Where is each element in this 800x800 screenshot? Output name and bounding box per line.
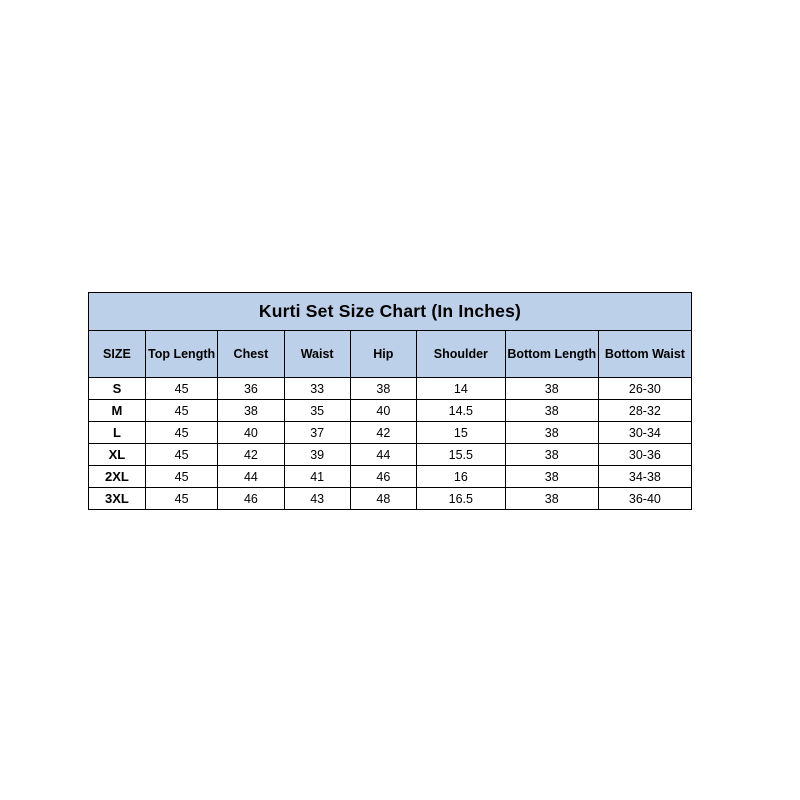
cell-hip: 48 — [350, 488, 416, 510]
cell-top-length: 45 — [145, 378, 217, 400]
cell-chest: 44 — [218, 466, 284, 488]
column-header-hip: Hip — [350, 331, 416, 378]
kurti-size-chart-table — [88, 292, 692, 510]
cell-size: 2XL — [89, 466, 146, 488]
cell-bottom-waist: 34-38 — [598, 466, 691, 488]
cell-size: M — [89, 400, 146, 422]
size-chart-container — [88, 292, 692, 510]
cell-bottom-length: 38 — [505, 444, 598, 466]
cell-size: 3XL — [89, 488, 146, 510]
cell-shoulder: 16 — [416, 466, 505, 488]
cell-top-length: 45 — [145, 488, 217, 510]
cell-top-length: 45 — [145, 444, 217, 466]
cell-bottom-waist: 30-34 — [598, 422, 691, 444]
cell-bottom-length: 38 — [505, 400, 598, 422]
cell-waist: 33 — [284, 378, 350, 400]
cell-hip: 38 — [350, 378, 416, 400]
cell-bottom-waist: 26-30 — [598, 378, 691, 400]
column-header-top-length: Top Length — [145, 331, 217, 378]
cell-hip: 46 — [350, 466, 416, 488]
cell-hip: 44 — [350, 444, 416, 466]
cell-waist: 41 — [284, 466, 350, 488]
cell-waist: 37 — [284, 422, 350, 444]
cell-bottom-length: 38 — [505, 422, 598, 444]
cell-shoulder: 14 — [416, 378, 505, 400]
cell-bottom-length: 38 — [505, 378, 598, 400]
table-row — [89, 400, 692, 422]
cell-chest: 40 — [218, 422, 284, 444]
cell-size: S — [89, 378, 146, 400]
cell-shoulder: 14.5 — [416, 400, 505, 422]
cell-bottom-length: 38 — [505, 488, 598, 510]
table-row — [89, 378, 692, 400]
cell-hip: 42 — [350, 422, 416, 444]
column-header-chest: Chest — [218, 331, 284, 378]
cell-waist: 39 — [284, 444, 350, 466]
cell-shoulder: 16.5 — [416, 488, 505, 510]
cell-top-length: 45 — [145, 466, 217, 488]
chart-title-row — [89, 293, 692, 331]
cell-bottom-waist: 30-36 — [598, 444, 691, 466]
cell-chest: 42 — [218, 444, 284, 466]
cell-size: XL — [89, 444, 146, 466]
cell-top-length: 45 — [145, 422, 217, 444]
cell-hip: 40 — [350, 400, 416, 422]
cell-size: L — [89, 422, 146, 444]
table-row — [89, 422, 692, 444]
chart-title: Kurti Set Size Chart (In Inches) — [89, 293, 692, 331]
cell-top-length: 45 — [145, 400, 217, 422]
table-row — [89, 466, 692, 488]
column-header-waist: Waist — [284, 331, 350, 378]
cell-shoulder: 15.5 — [416, 444, 505, 466]
cell-chest: 38 — [218, 400, 284, 422]
table-row — [89, 444, 692, 466]
cell-bottom-length: 38 — [505, 466, 598, 488]
cell-bottom-waist: 28-32 — [598, 400, 691, 422]
cell-bottom-waist: 36-40 — [598, 488, 691, 510]
table-header-row — [89, 331, 692, 378]
cell-waist: 43 — [284, 488, 350, 510]
column-header-bottom-length: Bottom Length — [505, 331, 598, 378]
column-header-bottom-waist: Bottom Waist — [598, 331, 691, 378]
cell-waist: 35 — [284, 400, 350, 422]
cell-chest: 36 — [218, 378, 284, 400]
column-header-size: SIZE — [89, 331, 146, 378]
table-row — [89, 488, 692, 510]
cell-chest: 46 — [218, 488, 284, 510]
cell-shoulder: 15 — [416, 422, 505, 444]
column-header-shoulder: Shoulder — [416, 331, 505, 378]
